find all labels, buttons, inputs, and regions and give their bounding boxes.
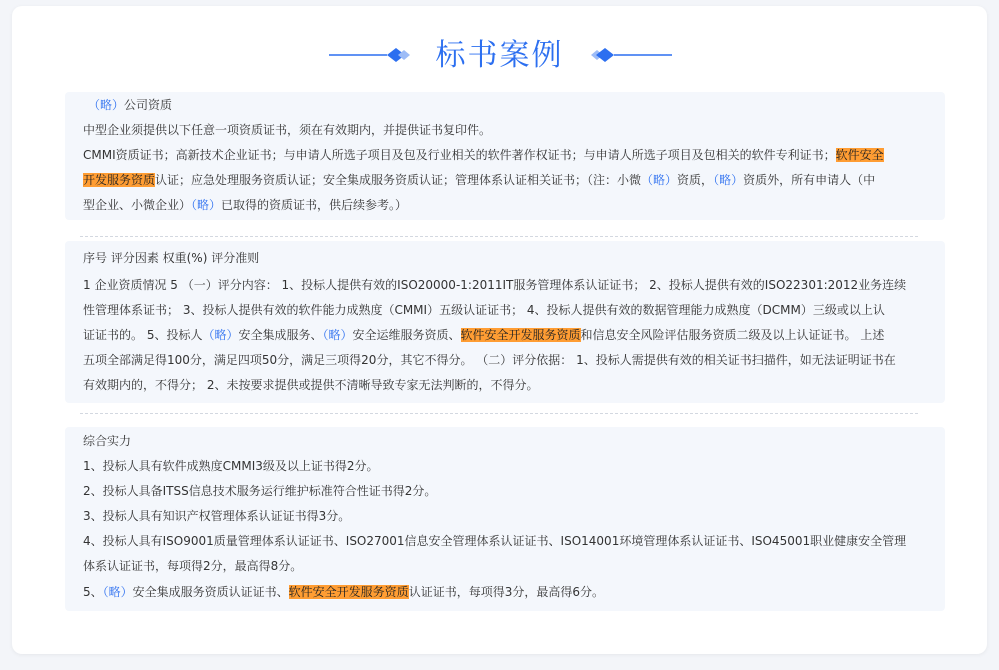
omitted-tag: （略） [641,173,678,187]
qualification-line: 型企业、小微企业）（略）已取得的资质证书，供后续参考。） [83,198,408,212]
section-divider [80,236,918,237]
page-title: 标书案例 [435,38,564,73]
strength-item: 3、投标人具有知识产权管理体系认证证书得3分。 [83,509,351,523]
qualification-heading: （略）公司资质 [88,98,173,112]
section-divider [80,413,918,414]
scoring-line: 证证书的。 5、投标人（略）安全集成服务、（略）安全运维服务资质、软件安全开发服务资质和信息安全风险评估服务资质二级及以上认证证书。 上述 [83,328,885,342]
strength-heading: 综合实力 [83,434,132,448]
qualification-line: 开发服务资质认证；应急处理服务资质认证；安全集成服务资质认证；管理体系认证相关证书；（注：小微（略）资质，（略）资质外，所有申请人（中 [83,173,876,187]
scoring-header: 序号 评分因素 权重(%) 评分准则 [83,251,260,265]
omitted-tag: （略） [102,585,133,599]
highlight: 开发服务资质 [83,173,156,187]
omitted-tag: （略） [88,98,125,112]
qualification-line: 中型企业须提供以下任意一项资质证书，须在有效期内，并提供证书复印件。 [83,123,492,137]
scoring-line: 有效期内的，不得分； 2、未按要求提供或提供不清晰导致专家无法判断的，不得分。 [83,378,539,392]
omitted-tag: （略） [191,198,222,212]
omitted-tag: （略） [713,173,744,187]
strength-item: 体系认证证书，每项得2分，最高得8分。 [83,559,303,573]
omitted-tag: （略） [202,328,239,342]
title-right-decoration-icon [589,44,674,66]
strength-item: 4、投标人具有ISO9001质量管理体系认证证书、ISO27001信息安全管理体系认证证书、ISO14001环境管理体系认证证书、ISO45001职业健康安全管理 [83,534,907,548]
omitted-tag: （略） [322,328,353,342]
highlight: 软件安全开发服务资质 [460,328,581,342]
scoring-line: 1 企业资质情况 5 （一）评分内容： 1、投标人提供有效的ISO20000-1:2011IT服务管理体系认证证书； 2、投标人提供有效的ISO22301:2012业务连续 [83,278,907,292]
strength-item: 1、投标人具有软件成熟度CMMI3级及以上证书得2分。 [83,459,379,473]
scoring-line: 性管理体系证书； 3、投标人提供有效的软件能力成熟度（CMMI）五级认证证书； 4、投标人提供有效的数据管理能力成熟度（DCMM）三级或以上认 [83,303,885,317]
scoring-line: 五项全部满足得100分，满足四项50分，满足三项得20分，其它不得分。 （二）评分依据： 1、投标人需提供有效的相关证书扫描件，如无法证明证书在 [83,353,896,367]
highlight: 软件安全 [835,148,884,162]
strength-item: 2、投标人具备ITSS信息技术服务运行维护标准符合性证书得2分。 [83,484,437,498]
qualification-line: CMMI资质证书；高新技术企业证书；与申请人所选子项目及包及行业相关的软件著作权证书；与申请人所选子项目及包相关的软件专利证书；软件安全 [83,148,884,162]
strength-item: 5、（略）安全集成服务资质认证证书、软件安全开发服务资质认证证书，每项得3分，最高得6分。 [83,585,604,599]
title-area [0,36,999,76]
highlight: 软件安全开发服务资质 [288,585,409,599]
